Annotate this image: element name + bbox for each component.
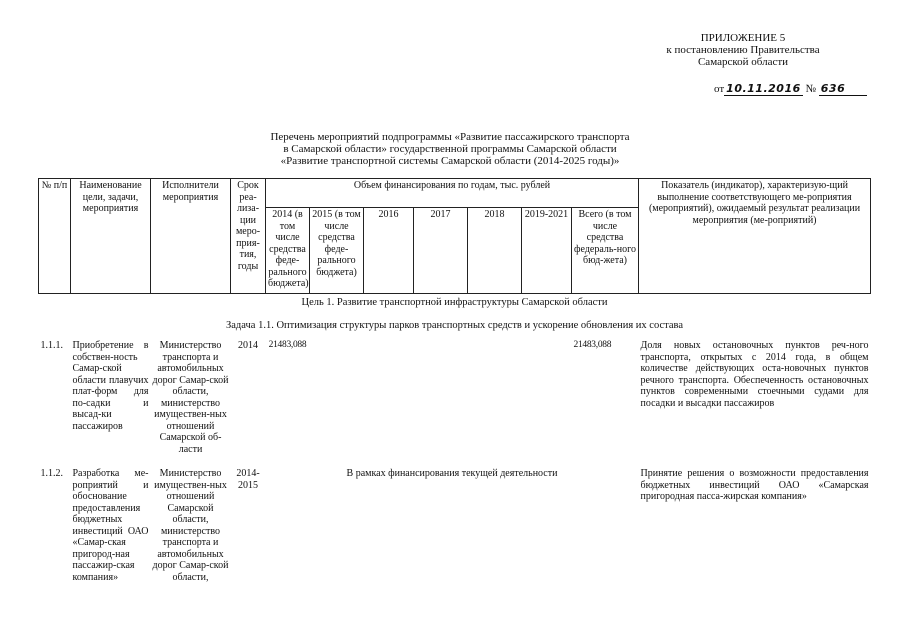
header-executors: Исполнители мероприятия xyxy=(151,179,231,294)
header-name: Наименование цели, задачи, мероприятия xyxy=(71,179,151,294)
header-funding: Объем финансирования по годам, тыс. рублей xyxy=(266,179,639,208)
row-indicator: Доля новых остановочных пунктов реч-ного транспорта, открытых с 2014 года, в общем количестве действующих оста-новочных пунктов речного транспорта. Обеспеченность остановочных пунктов современными стоечными судами для посадки и высадки пассажиров xyxy=(640,340,869,409)
header-row-1 xyxy=(39,179,871,208)
header-year-2018: 2018 xyxy=(468,208,522,294)
annex-date-line xyxy=(714,82,867,96)
header-year-2017: 2017 xyxy=(414,208,468,294)
header-term: Срок реа-лиза-ции меро-прия-тия, годы xyxy=(231,179,266,294)
row-executors: Министерство имуществен-ных отношений Самарской области, министерство транспорта и автомобильных дорог Самар-ской области, xyxy=(152,468,229,583)
annex-block xyxy=(633,32,853,68)
annex-title: ПРИЛОЖЕНИЕ 5 xyxy=(700,32,786,44)
measure-row xyxy=(39,456,871,584)
row-name: Приобретение в собствен-ность Самар-ской области плавучих плат-форм для по-садки и высад-ки пассажиров xyxy=(72,340,149,432)
row-number: 1.1.1. xyxy=(40,340,63,351)
header-year-2015: 2015 (в том числе средства феде-рального бюджета) xyxy=(310,208,364,294)
title-line-3: «Развитие транспортной системы Самарской области (2014-2025 годы)» xyxy=(280,155,620,167)
measures-table xyxy=(38,178,871,584)
row-name: Разработка ме-роприятий и обоснование предоставления бюджетных инвестиций ОАО «Самар-ская пригород-ная пассажир-ская компания» xyxy=(72,468,149,583)
date-prefix: от xyxy=(714,83,725,95)
number-prefix: № xyxy=(805,83,817,95)
goal-title: Цель 1. Развитие транспортной инфраструктуры Самарской области xyxy=(301,297,608,308)
goal-row xyxy=(39,294,871,312)
header-year-2014: 2014 (в том числе средства феде-рального бюджета) xyxy=(266,208,310,294)
row-value-total: 21483,088 xyxy=(573,340,612,350)
title-line-2: в Самарской области» государственной программы Самарской области xyxy=(283,143,617,155)
title-line-1: Перечень мероприятий подпрограммы «Развитие пассажирского транспорта xyxy=(270,131,630,143)
header-year-2019-2021: 2019-2021 xyxy=(522,208,572,294)
row-term: 2014-2015 xyxy=(236,468,260,491)
handwritten-number: 636 xyxy=(819,82,867,96)
row-executors: Министерство транспорта и автомобильных дорог Самар-ской области, министерство имуществен-ных отношений Самарской об-ласти xyxy=(152,340,229,455)
header-year-2016: 2016 xyxy=(364,208,414,294)
row-value-2014: 21483,088 xyxy=(268,340,307,350)
handwritten-date: 10.11.2016 xyxy=(726,82,801,95)
row-funding-note: В рамках финансирования текущей деятельности xyxy=(346,468,558,479)
row-term: 2014 xyxy=(238,340,258,351)
header-num: № п/п xyxy=(39,179,71,294)
row-indicator: Принятие решения о возможности предоставления бюджетных инвестиций ОАО «Самарская пригородная пасса-жирская компания» xyxy=(640,468,869,502)
header-total: Всего (в том числе средства федераль-ного бюд-жета) xyxy=(572,208,639,294)
task-title: Задача 1.1. Оптимизация структуры парков транспортных средств и ускорение обновления их состава xyxy=(226,319,683,331)
task-row xyxy=(39,312,871,340)
annex-line-3: Самарской области xyxy=(697,56,789,68)
header-indicator: Показатель (индикатор), характеризую-щий выполнение соответствующего ме-роприятия (мероприятий), ожидаемый результат реализации мероприятия (ме-роприятий) xyxy=(639,179,871,294)
measure-row xyxy=(39,339,871,456)
annex-line-2: к постановлению Правительства xyxy=(666,44,820,56)
row-number: 1.1.2. xyxy=(40,468,63,479)
document-title xyxy=(200,131,700,167)
